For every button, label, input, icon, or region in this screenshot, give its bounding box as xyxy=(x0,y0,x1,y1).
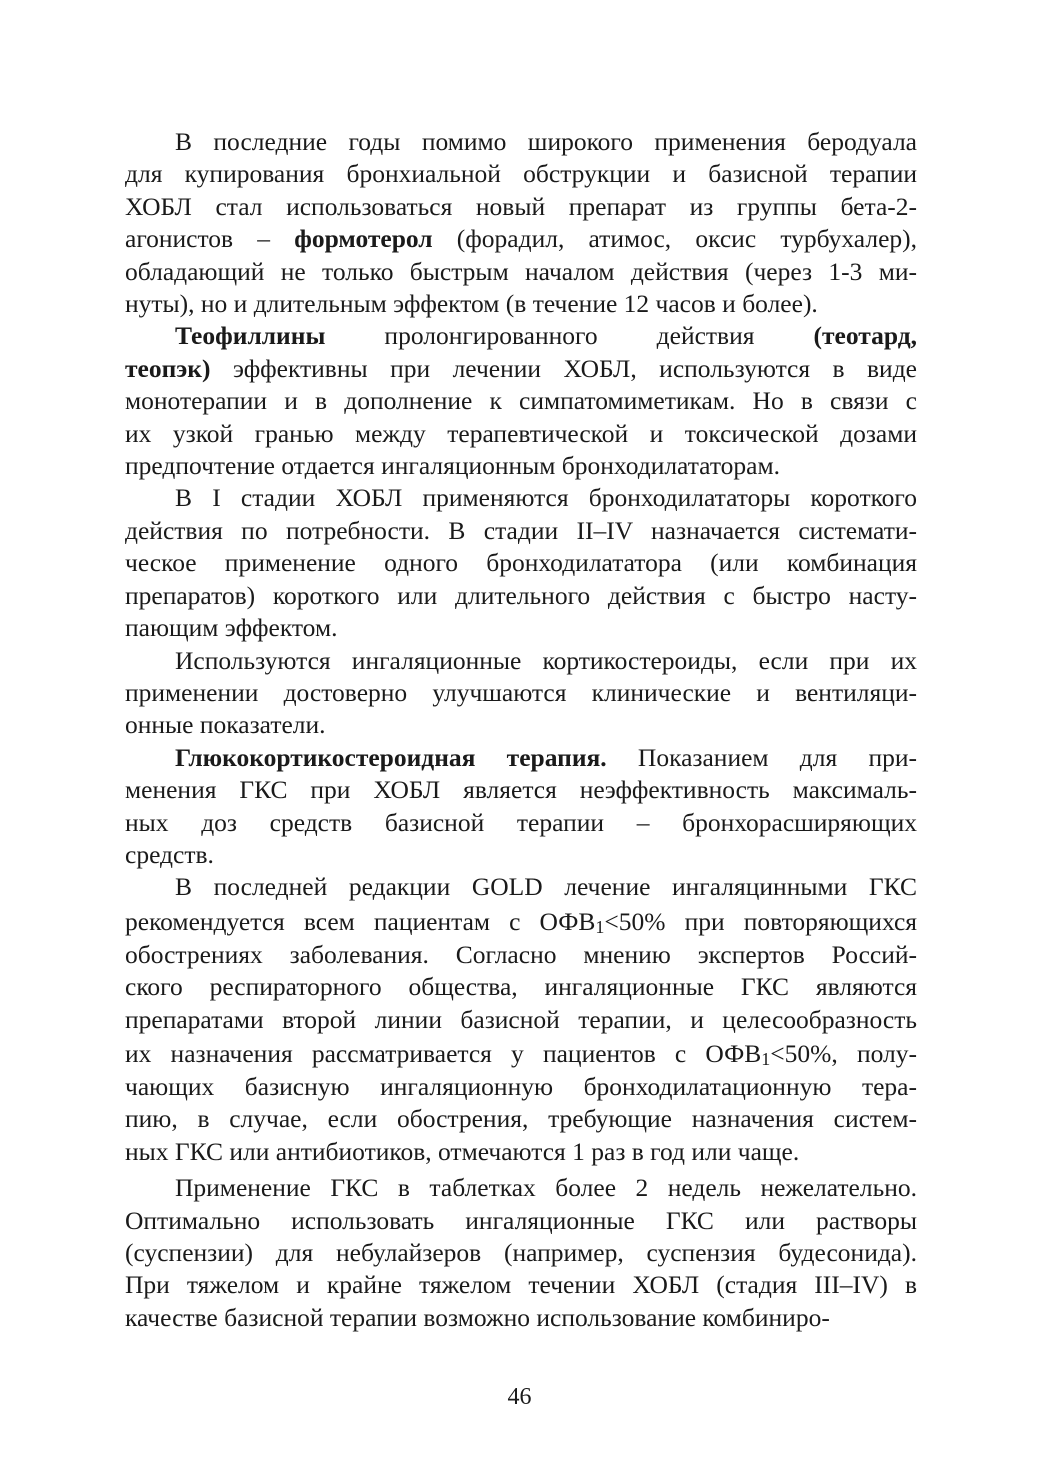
text-run: ных доз средств базисной терапии – бронхорасширяющих xyxy=(125,807,917,837)
text-run: В I стадии ХОБЛ применяются бронходилататоры короткого xyxy=(175,483,917,513)
text-run: ческое применение одного бронходилататора (или комбинация xyxy=(125,548,917,578)
text-run: Оптимально использовать ингаляционные ГКС или растворы xyxy=(125,1205,917,1235)
text-run: для купирования бронхиальной обструкции и базисной терапии xyxy=(125,159,917,189)
text-run: менения ГКС при ХОБЛ является неэффективность максималь- xyxy=(125,775,917,805)
text-run: их узкой гранью между терапевтической и токсической дозами xyxy=(125,418,917,448)
text-line xyxy=(125,645,917,677)
text-run: <50% при повторяющихся xyxy=(604,906,917,936)
text-line xyxy=(125,288,917,320)
text-line xyxy=(125,1071,917,1103)
text-line xyxy=(125,971,917,1003)
text-run: ского респираторного общества, ингаляционные ГКС являются xyxy=(125,972,917,1002)
text-line xyxy=(125,1302,917,1334)
text-run: применении достоверно улучшаются клинические и вентиляци- xyxy=(125,677,917,707)
text-line xyxy=(125,126,917,158)
text-run: монотерапии и в дополнение к симпатомиметикам. Но в связи с xyxy=(125,386,917,416)
text-run: При тяжелом и крайне тяжелом течении ХОБЛ (стадия III–IV) в xyxy=(125,1270,917,1300)
text-line xyxy=(125,1269,917,1301)
text-run: В последней редакции GOLD лечение ингаляцинными ГКС xyxy=(175,872,917,902)
subscript: 1 xyxy=(761,1048,771,1069)
text-run: качестве базисной терапии возможно использование комбиниро- xyxy=(125,1302,830,1332)
text-line xyxy=(125,742,917,774)
text-run: ХОБЛ стал использоваться новый препарат из группы бета-2- xyxy=(125,191,917,221)
text-run: (форадил, атимос, оксис турбухалер), xyxy=(432,224,917,254)
text-run: В последние годы помимо широкого применения беродуала xyxy=(175,127,917,156)
text-line xyxy=(125,223,917,255)
text-line xyxy=(125,871,917,903)
text-line xyxy=(125,677,917,709)
text-run: обладающий не только быстрым началом действия (через 1-3 ми- xyxy=(125,256,917,286)
text-run: <50%, полу- xyxy=(770,1038,917,1068)
text-run: предпочтение отдается ингаляционным бронходилататорам. xyxy=(125,451,780,481)
paragraph xyxy=(125,320,917,482)
text-run: пию, в случае, если обострения, требующие назначения систем- xyxy=(125,1104,917,1134)
text-run: Показанием для при- xyxy=(606,742,917,772)
text-line xyxy=(125,320,917,352)
text-run: препаратов) короткого или длительного действия с быстро насту- xyxy=(125,580,917,610)
text-line xyxy=(125,191,917,223)
text-line xyxy=(125,904,917,939)
text-run: пролонгированного действия xyxy=(325,321,814,351)
bold-term: (теотард, xyxy=(813,321,917,351)
text-run: обострениях заболевания. Согласно мнению экспертов Россий- xyxy=(125,939,917,969)
text-line xyxy=(125,939,917,971)
bold-term: теопэк) xyxy=(125,353,211,383)
text-line xyxy=(125,807,917,839)
text-run: пающим эффектом. xyxy=(125,613,338,643)
text-line xyxy=(125,612,917,644)
text-line xyxy=(125,515,917,547)
text-run: их назначения рассматривается у пациентов с ОФВ xyxy=(125,1038,762,1068)
text-run: агонистов – xyxy=(125,224,295,254)
text-line xyxy=(125,547,917,579)
text-run: Используются ингаляционные кортикостероиды, если при их xyxy=(175,645,917,675)
text-line xyxy=(125,1036,917,1071)
text-run: нуты), но и длительным эффектом (в течение 12 часов и более). xyxy=(125,289,818,319)
text-run: Применение ГКС в таблетках более 2 недель нежелательно. xyxy=(175,1173,917,1203)
subscript: 1 xyxy=(595,916,605,937)
text-line xyxy=(125,709,917,741)
text-run: онные показатели. xyxy=(125,710,326,740)
page-number: 46 xyxy=(507,1384,532,1410)
text-line xyxy=(125,450,917,482)
text-run: эффективны при лечении ХОБЛ, используются в виде xyxy=(210,353,917,383)
paragraph xyxy=(125,482,917,644)
bold-term: формотерол xyxy=(294,224,433,254)
text-run: рекомендуется всем пациентам с ОФВ xyxy=(125,906,596,936)
paragraph xyxy=(125,126,917,320)
text-run: действия по потребности. В стадии II–IV назначается системати- xyxy=(125,515,917,545)
text-line xyxy=(125,580,917,612)
bold-term: Глюкокортикостероидная терапия. xyxy=(175,742,607,772)
text-line xyxy=(125,1205,917,1237)
paragraph xyxy=(125,1172,917,1334)
text-line xyxy=(125,1103,917,1135)
text-line xyxy=(125,1237,917,1269)
text-line xyxy=(125,839,917,871)
text-line xyxy=(125,158,917,190)
text-run: препаратами второй линии базисной терапии, и целесообразность xyxy=(125,1004,917,1034)
text-line xyxy=(125,418,917,450)
text-run: средств. xyxy=(125,839,214,869)
paragraph xyxy=(125,645,917,742)
text-line xyxy=(125,1136,917,1168)
text-line xyxy=(125,482,917,514)
text-line xyxy=(125,353,917,385)
paragraph xyxy=(125,871,917,1168)
text-run: ных ГКС или антибиотиков, отмечаются 1 раз в год или чаще. xyxy=(125,1136,800,1166)
text-line xyxy=(125,1172,917,1204)
text-line xyxy=(125,385,917,417)
paragraph xyxy=(125,742,917,872)
document-page xyxy=(125,126,917,1334)
text-line xyxy=(125,774,917,806)
text-run: чающих базисную ингаляционную бронходилатационную тера- xyxy=(125,1071,917,1101)
text-run: (суспензии) для небулайзеров (например, суспензия будесонида). xyxy=(125,1238,917,1267)
text-line xyxy=(125,256,917,288)
bold-term: Теофиллины xyxy=(175,321,326,351)
text-line xyxy=(125,1004,917,1036)
